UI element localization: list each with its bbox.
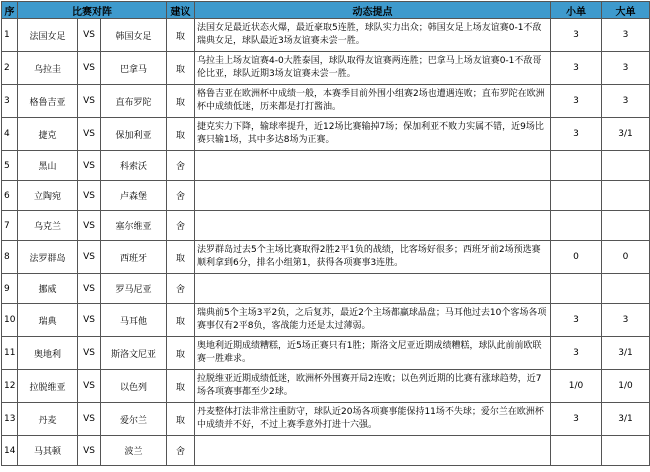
away-team: 韩国女足 [101,19,167,52]
note-cell: 法罗群岛过去5个主场比赛取得2胜2平1负的战绩，比客场好很多；西班牙前2场预选赛顺利拿到6分，排名小组第1，获得各项赛事3连胜。 [195,241,551,274]
vs-label: VS [78,403,101,436]
vs-label: VS [78,304,101,337]
away-team: 保加利亚 [101,118,167,151]
away-team: 爱尔兰 [101,403,167,436]
vs-label: VS [78,52,101,85]
note-cell: 拉脱维亚近期成绩低迷，欧洲杯外围赛开局2连败；以色列近期的比赛有涨球趋势，近7场各项赛事都至少2球。 [195,370,551,403]
big-pick: 3 [602,304,650,337]
big-pick [602,151,650,181]
advice-cell: 取 [167,85,195,118]
row-number: 5 [2,151,18,181]
big-pick: 3/1 [602,337,650,370]
note-cell: 瑞典前5个主场3平2负，之后复苏，最近2个主场都赢球晶盘；马耳他过去10个客场各项赛事仅有2平8负，客战能力还是太过薄弱。 [195,304,551,337]
big-pick [602,211,650,241]
big-pick: 3 [602,52,650,85]
small-pick [551,274,602,304]
small-pick: 3 [551,304,602,337]
home-team: 黑山 [18,151,78,181]
table-row [2,436,650,466]
small-pick [551,151,602,181]
away-team: 波兰 [101,436,167,466]
header-match: 比赛对阵 [18,2,167,19]
away-team: 马耳他 [101,304,167,337]
table-row [2,304,650,337]
small-pick: 3 [551,403,602,436]
table-row [2,181,650,211]
small-pick: 3 [551,52,602,85]
big-pick: 3/1 [602,403,650,436]
row-number: 10 [2,304,18,337]
row-number: 14 [2,436,18,466]
away-team: 卢森堡 [101,181,167,211]
table-row [2,151,650,181]
advice-cell: 取 [167,370,195,403]
small-pick: 3 [551,19,602,52]
away-team: 以色列 [101,370,167,403]
big-pick: 3 [602,85,650,118]
vs-label: VS [78,241,101,274]
vs-label: VS [78,274,101,304]
vs-label: VS [78,85,101,118]
row-number: 8 [2,241,18,274]
table-row [2,19,650,52]
note-cell [195,151,551,181]
away-team: 斯洛文尼亚 [101,337,167,370]
advice-cell: 舍 [167,151,195,181]
home-team: 挪威 [18,274,78,304]
advice-cell: 取 [167,118,195,151]
big-pick: 0 [602,241,650,274]
row-number: 13 [2,403,18,436]
table-row [2,337,650,370]
small-pick: 3 [551,118,602,151]
table-row [2,118,650,151]
table-row [2,52,650,85]
home-team: 格鲁吉亚 [18,85,78,118]
small-pick: 1/0 [551,370,602,403]
note-cell: 法国女足最近状态火爆，最近豪取5连胜，球队实力出众；韩国女足上场友谊赛0-1不敌瑞典女足，球队最近3场友谊赛未尝一胜。 [195,19,551,52]
header-row [2,2,650,19]
home-team: 奥地利 [18,337,78,370]
away-team: 塞尔维亚 [101,211,167,241]
header-big: 大单 [602,2,650,19]
advice-cell: 舍 [167,436,195,466]
small-pick: 3 [551,85,602,118]
vs-label: VS [78,181,101,211]
note-cell: 格鲁吉亚在欧洲杯中成绩一般，本赛季目前外围小组赛2场也遭遇连败；直布罗陀在欧洲杯中成绩低迷，历来都是打打酱油。 [195,85,551,118]
away-team: 西班牙 [101,241,167,274]
table-row [2,211,650,241]
big-pick: 3/1 [602,118,650,151]
row-number: 4 [2,118,18,151]
note-cell: 丹麦整体打法非常注重防守，球队近20场各项赛事能保持11场不失球；爱尔兰在欧洲杯中成绩并不好，不过上赛季意外打进十六强。 [195,403,551,436]
vs-label: VS [78,151,101,181]
table-row [2,85,650,118]
advice-cell: 取 [167,403,195,436]
row-number: 9 [2,274,18,304]
vs-label: VS [78,337,101,370]
advice-cell: 取 [167,19,195,52]
home-team: 乌克兰 [18,211,78,241]
away-team: 巴拿马 [101,52,167,85]
home-team: 乌拉圭 [18,52,78,85]
table-row [2,403,650,436]
home-team: 马其顿 [18,436,78,466]
advice-cell: 取 [167,304,195,337]
note-cell [195,211,551,241]
away-team: 科索沃 [101,151,167,181]
small-pick [551,181,602,211]
note-cell: 奥地利近期成绩糟糕，近5场正赛只有1胜；斯洛文尼亚近期成绩糟糕，球队此前前欧联赛一胜难求。 [195,337,551,370]
small-pick: 3 [551,337,602,370]
note-cell: 乌拉圭上场友谊赛4-0大胜泰国，球队取得友谊赛两连胜；巴拿马上场友谊赛0-1不敌哥伦比亚，球队近期3场友谊赛未尝一胜。 [195,52,551,85]
away-team: 罗马尼亚 [101,274,167,304]
home-team: 拉脱维亚 [18,370,78,403]
match-table [1,1,650,466]
advice-cell: 取 [167,241,195,274]
row-number: 11 [2,337,18,370]
note-cell: 捷克实力下降，输球率提升，近12场比赛输掉7场；保加利亚不败力实属不错，近9场比赛只输1场，其中多达8场为正赛。 [195,118,551,151]
home-team: 瑞典 [18,304,78,337]
note-cell [195,436,551,466]
big-pick: 1/0 [602,370,650,403]
home-team: 法罗群岛 [18,241,78,274]
header-no: 序 [2,2,18,19]
away-team: 直布罗陀 [101,85,167,118]
row-number: 1 [2,19,18,52]
vs-label: VS [78,370,101,403]
small-pick: 0 [551,241,602,274]
home-team: 丹麦 [18,403,78,436]
advice-cell: 取 [167,337,195,370]
row-number: 12 [2,370,18,403]
big-pick [602,181,650,211]
vs-label: VS [78,19,101,52]
advice-cell: 取 [167,52,195,85]
note-cell [195,274,551,304]
home-team: 捷克 [18,118,78,151]
small-pick [551,211,602,241]
row-number: 3 [2,85,18,118]
header-advice: 建议 [167,2,195,19]
big-pick: 3 [602,19,650,52]
note-cell [195,181,551,211]
row-number: 6 [2,181,18,211]
header-small: 小单 [551,2,602,19]
big-pick [602,274,650,304]
table-row [2,370,650,403]
vs-label: VS [78,436,101,466]
row-number: 7 [2,211,18,241]
header-note: 动态提点 [195,2,551,19]
home-team: 立陶宛 [18,181,78,211]
table-row [2,241,650,274]
advice-cell: 舍 [167,181,195,211]
row-number: 2 [2,52,18,85]
home-team: 法国女足 [18,19,78,52]
advice-cell: 舍 [167,211,195,241]
small-pick [551,436,602,466]
big-pick [602,436,650,466]
vs-label: VS [78,211,101,241]
advice-cell: 舍 [167,274,195,304]
vs-label: VS [78,118,101,151]
table-row [2,274,650,304]
